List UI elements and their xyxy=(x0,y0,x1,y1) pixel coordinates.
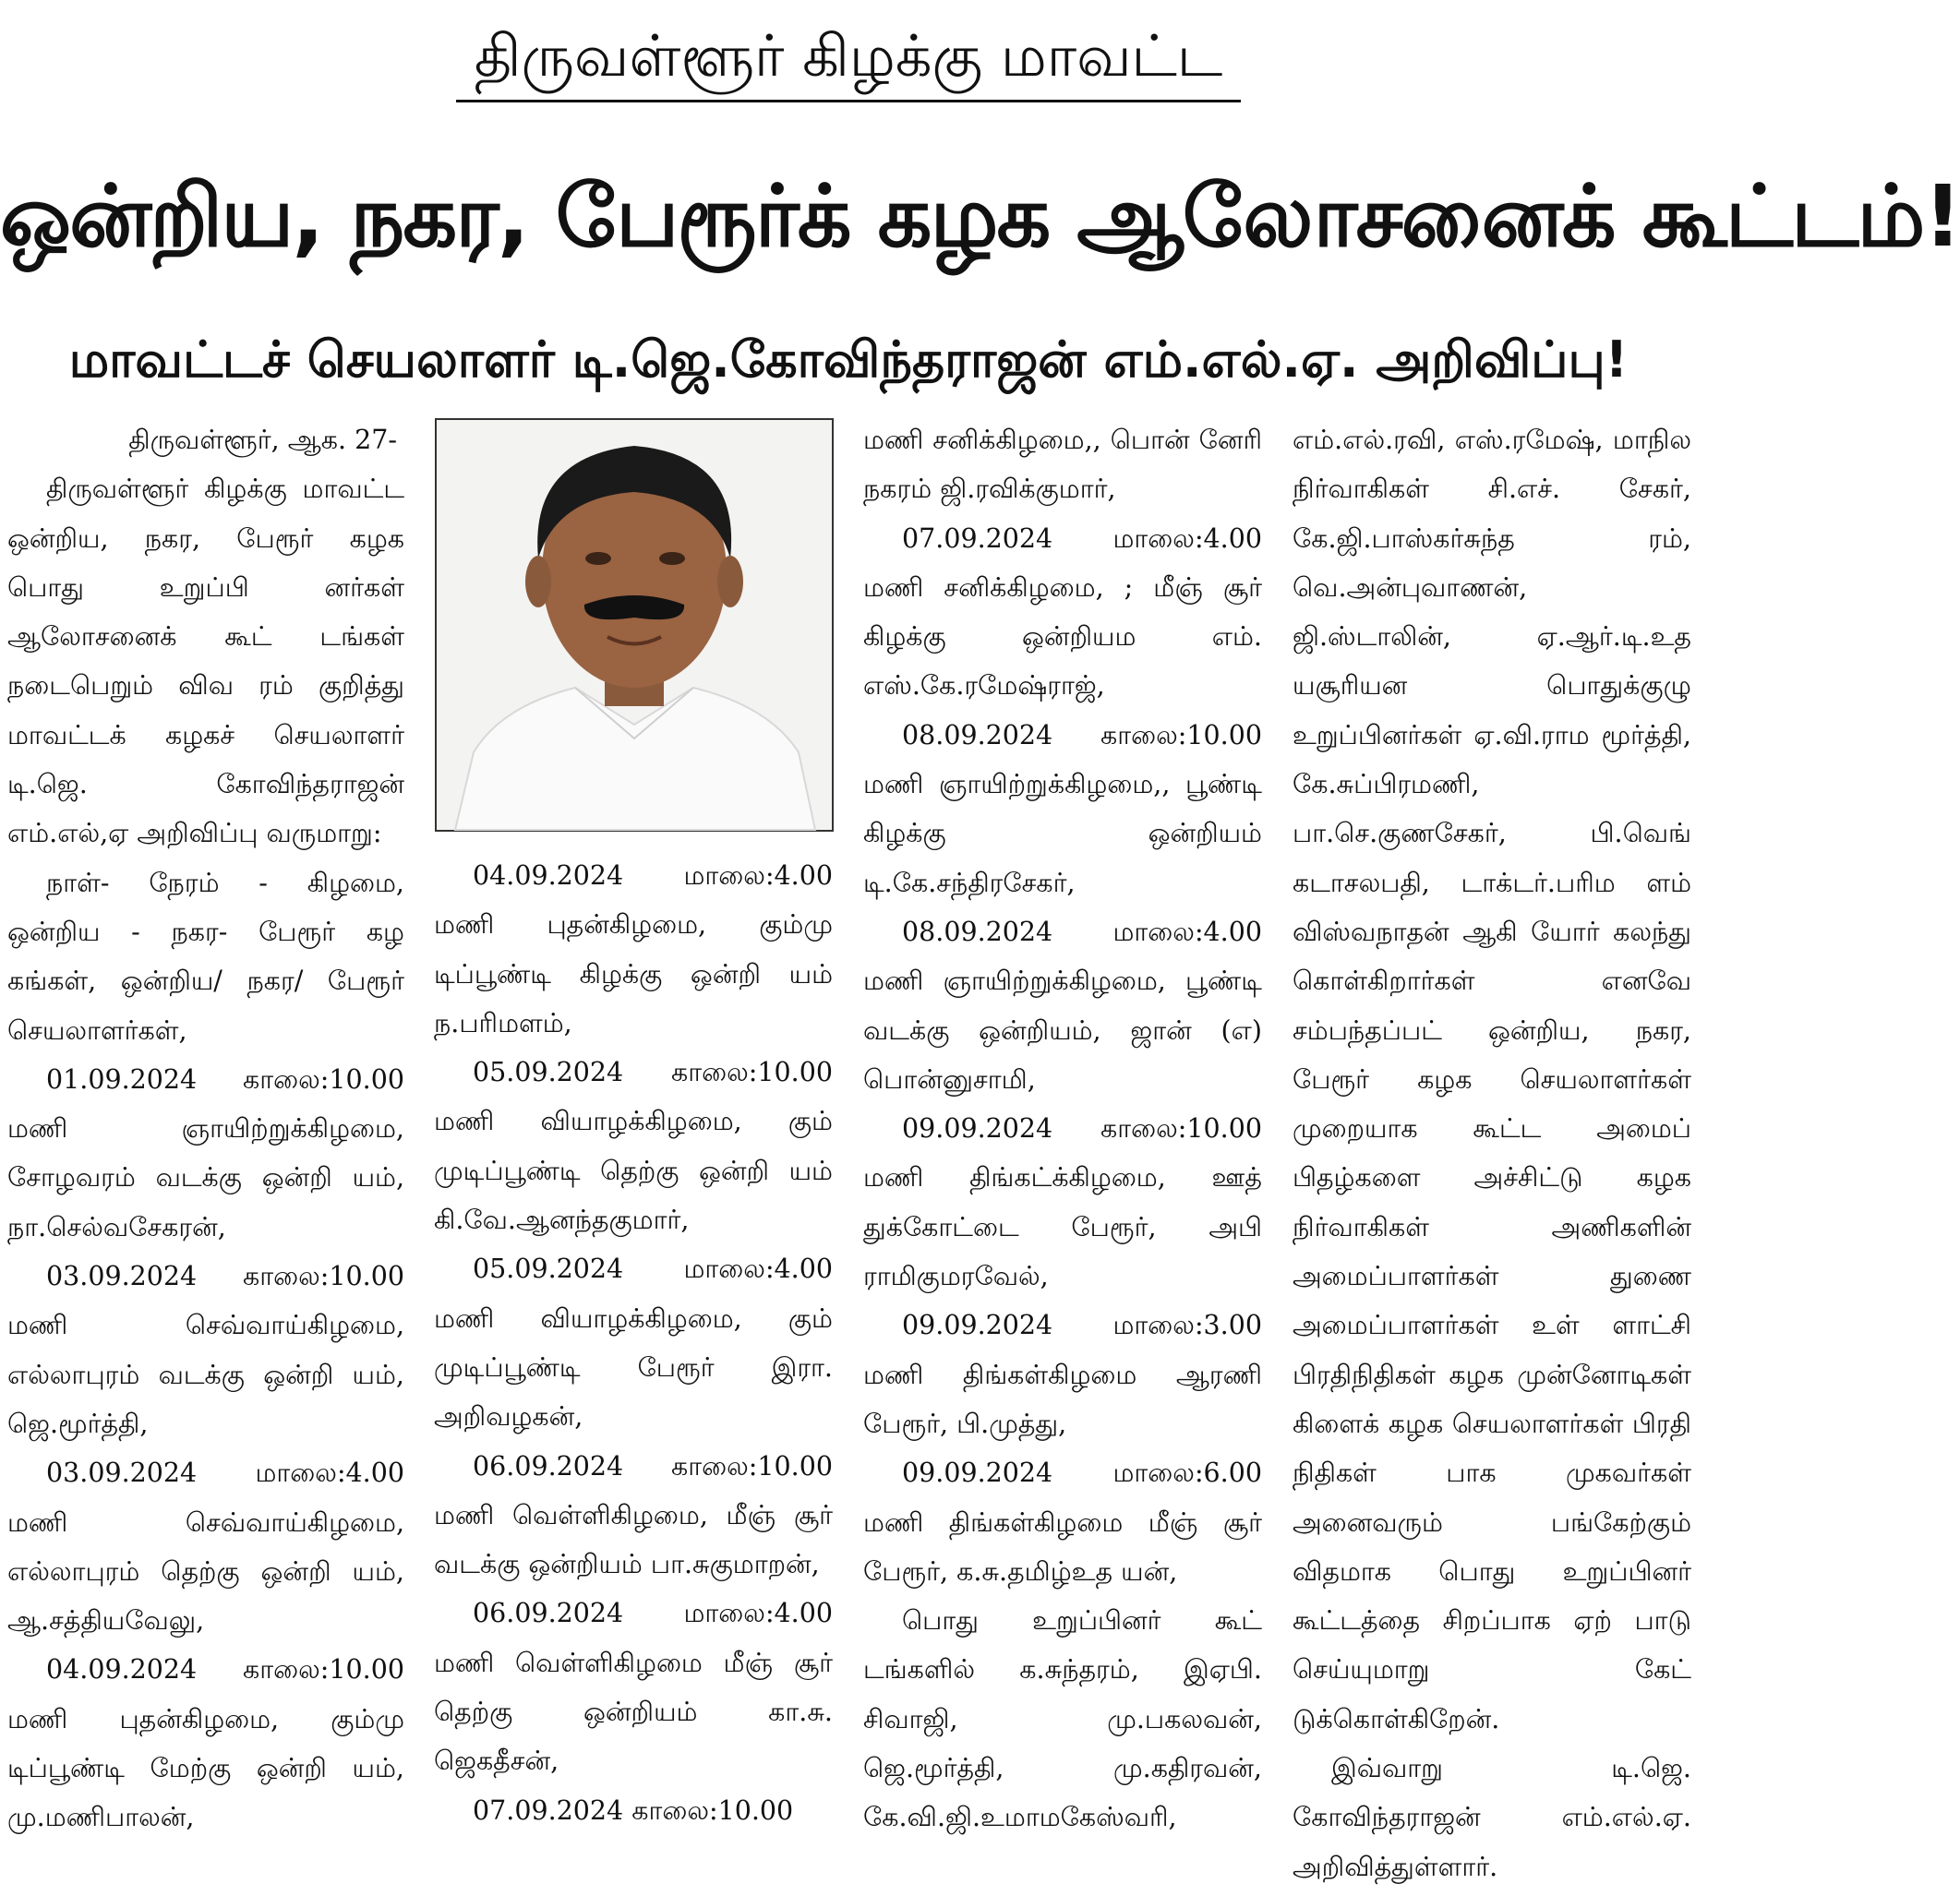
portrait-photo xyxy=(435,418,834,832)
schedule-entry: மணி சனிக்கிழமை,, பொன் னேரி நகரம் ஜி.ரவிக்குமார், xyxy=(863,425,1262,505)
schedule-entry: 08.09.2024 காலை:10.00 மணி ஞாயிற்றுக்கிழமை,, பூண்டி கிழக்கு ஒன்றியம் டி.கே.சந்திரசேகர், xyxy=(863,719,1262,898)
dateline: திருவள்ளூர், ஆக. 27- xyxy=(128,425,397,455)
paragraph: எம்.எல்.ரவி, எஸ்.ரமேஷ், மாநில நிர்வாகிகள் சி.எச். சேகர், கே.ஜி.பாஸ்கர்சுந்த ரம், வெ.அன்புவாணன், ஜி.ஸ்டாலின், ஏ.ஆர்.டி.உத யசூரியன பொதுக்குழு உறுப்பினர்கள் ஏ.வி.ராம மூர்த்தி, கே.சுப்பிரமணி, பா.செ.குணசேகர், பி.வெங் கடாசலபதி, டாக்டர்.பரிம ளம் விஸ்வநாதன் ஆகி யோர் கலந்து கொள்கிறார்கள் எனவே சம்பந்தப்பட் ஒன்றிய, நகர, பேரூர் கழக செயலாளர்கள் முறையாக கூட்ட அமைப் பிதழ்களை அச்சிட்டு கழக நிர்வாகிகள் அணிகளின் அமைப்பாளர்கள் துணை அமைப்பாளர்கள் உள் ளாட்சி பிரதிநிதிகள் கழக முன்னோடிகள் கிளைக் கழக செயலாளர்கள் பிரதி நிதிகள் பாக முகவர்கள் அனைவரும் பங்கேற்கும் விதமாக பொது உறுப்பினர் கூட்டத்தை சிறப்பாக ஏற் பாடு செய்யுமாறு கேட் டுக்கொள்கிறேன். xyxy=(1293,425,1691,1734)
subheadline: மாவட்டச் செயலாளர் டி.ஜெ.கோவிந்தராஜன் எம்.எல்.ஏ. அறிவிப்பு! xyxy=(68,330,1629,389)
headline: ஒன்றிய, நகர, பேரூர்க் கழக ஆலோசனைக் கூட்டம்! xyxy=(0,167,1960,266)
schedule-entry: 04.09.2024 மாலை:4.00 மணி புதன்கிழமை, கும்மு டிப்பூண்டி கிழக்கு ஒன்றி யம் ந.பரிமளம், xyxy=(434,860,833,1038)
schedule-entry: 05.09.2024 மாலை:4.00 மணி வியாழக்கிழமை, கும் முடிப்பூண்டி பேரூர் இரா. அறிவழகன், xyxy=(434,1254,833,1433)
schedule-entry: 06.09.2024 காலை:10.00 மணி வெள்ளிகிழமை, மீஞ் சூர் வடக்கு ஒன்றியம் பா.சுகுமாறன், xyxy=(434,1450,833,1580)
text-column-4 xyxy=(1293,415,1691,1891)
schedule-entry: 09.09.2024 மாலை:3.00 மணி திங்கள்கிழமை ஆரணி பேரூர், பி.முத்து, xyxy=(863,1310,1262,1439)
text-column-2 xyxy=(434,851,833,1835)
schedule-entry: 07.09.2024 காலை:10.00 xyxy=(473,1794,794,1826)
text-column-3 xyxy=(863,415,1262,1842)
paragraph: திருவள்ளூர் கிழக்கு மாவட்ட ஒன்றிய, நகர, பேரூர் கழக பொது உறுப்பி னர்கள் ஆலோசனைக் கூட் டங்கள் நடைபெறும் விவ ரம் குறித்து மாவட்டக் கழகச் செயலாளர் டி.ஜெ. கோவிந்தராஜன் எம்.எல்,ஏ அறிவிப்பு வருமாறு: xyxy=(7,474,404,849)
schedule-entry: 07.09.2024 மாலை:4.00 மணி சனிக்கிழமை, ; மீஞ் சூர் கிழக்கு ஒன்றியம எம். எஸ்.கே.ரமேஷ்ராஜ், xyxy=(863,522,1262,702)
schedule-entry: 03.09.2024 மாலை:4.00 மணி செவ்வாய்கிழமை, எல்லாபுரம் தெற்கு ஒன்றி யம், ஆ.சத்தியவேலு, xyxy=(7,1458,404,1637)
kicker-title: திருவள்ளூர் கிழக்கு மாவட்ட xyxy=(456,17,1241,102)
schedule-entry: 08.09.2024 மாலை:4.00 மணி ஞாயிற்றுக்கிழமை, பூண்டி வடக்கு ஒன்றியம், ஜான் (எ) பொன்னுசாமி, xyxy=(863,916,1262,1095)
schedule-entry: 01.09.2024 காலை:10.00 மணி ஞாயிற்றுக்கிழமை, சோழவரம் வடக்கு ஒன்றி யம், நா.செல்வசேகரன், xyxy=(7,1063,404,1242)
schedule-entry: 09.09.2024 மாலை:6.00 மணி திங்கள்கிழமை மீஞ் சூர் பேரூர், க.சு.தமிழ்உத யன், xyxy=(863,1458,1262,1587)
paragraph: நாள்- நேரம் - கிழமை, ஒன்றிய - நகர- பேரூர் கழ கங்கள், ஒன்றிய/ நகர/ பேரூர் செயலாளர்கள், xyxy=(7,867,404,1046)
paragraph: பொது உறுப்பினர் கூட் டங்களில் க.சுந்தரம், இஏபி. சிவாஜி, மு.பகலவன், ஜெ.மூர்த்தி, மு.கதிரவன், கே.வி.ஜி.உமாமகேஸ்வரி, xyxy=(863,1605,1262,1833)
closing-paragraph: இவ்வாறு டி.ஜெ. கோவிந்தராஜன் எம்.எல்.ஏ. அறிவித்துள்ளார். xyxy=(1293,1753,1691,1882)
schedule-entry: 06.09.2024 மாலை:4.00 மணி வெள்ளிகிழமை மீஞ் சூர் தெற்கு ஒன்றியம் கா.சு. ஜெகதீசன், xyxy=(434,1598,833,1777)
schedule-entry: 04.09.2024 காலை:10.00 மணி புதன்கிழமை, கும்மு டிப்பூண்டி மேற்கு ஒன்றி யம், மு.மணிபாலன், xyxy=(7,1654,404,1833)
text-column-1 xyxy=(7,415,404,1842)
portrait-illustration xyxy=(437,420,832,830)
schedule-entry: 03.09.2024 காலை:10.00 மணி செவ்வாய்கிழமை, எல்லாபுரம் வடக்கு ஒன்றி யம், ஜெ.மூர்த்தி, xyxy=(7,1261,404,1439)
schedule-entry: 09.09.2024 காலை:10.00 மணி திங்கட்க்கிழமை, ஊத் துக்கோட்டை பேரூர், அபி ராமிகுமரவேல், xyxy=(863,1113,1262,1292)
schedule-entry: 05.09.2024 காலை:10.00 மணி வியாழக்கிழமை, கும் முடிப்பூண்டி தெற்கு ஒன்றி யம் கி.வே.ஆனந்தகுமார், xyxy=(434,1057,833,1236)
kicker-wrapper xyxy=(0,17,1697,102)
